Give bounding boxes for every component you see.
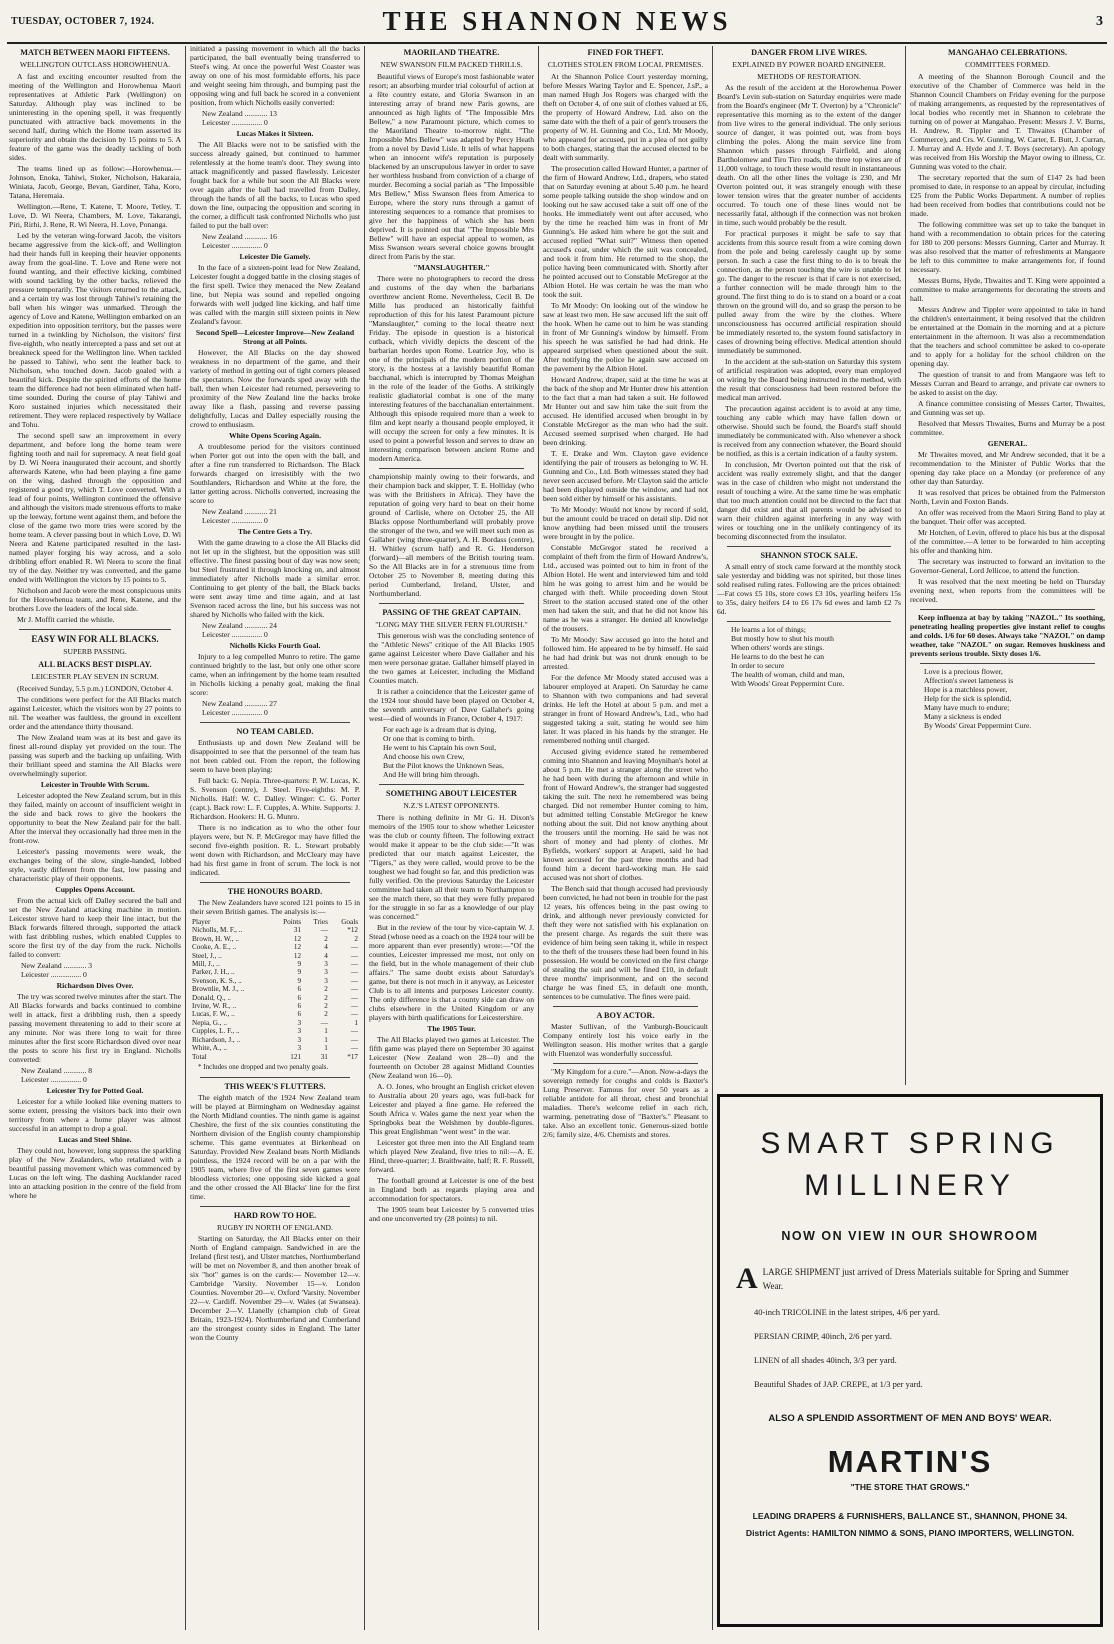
table-cell: Svenson, K. S., .. bbox=[192, 976, 242, 985]
table-cell: *17 bbox=[347, 1052, 358, 1061]
paragraph: A finance committee consisting of Messrs Carter, Thwaites, and Gunning was set up. bbox=[910, 398, 1105, 417]
subhead-swanson-film: NEW SWANSON FILM PACKED THRILLS. bbox=[380, 60, 523, 69]
ad-footer-agents: District Agents: HAMILTON NIMMO & SONS, PIANO IMPORTERS, WELLINGTON. bbox=[745, 1528, 1075, 1538]
table-cell: 6 bbox=[297, 1002, 302, 1011]
table-cell: 12 bbox=[293, 943, 302, 952]
score-line: New Zealand ............ 3 Leicester ................ 0 bbox=[21, 961, 93, 979]
table-row bbox=[190, 1002, 360, 1010]
headline-mangahao: MANGAHAO CELEBRATIONS. bbox=[947, 48, 1068, 57]
subhead-rugby-north: RUGBY IN NORTH OF ENGLAND. bbox=[217, 1222, 333, 1232]
table-cell: 9 bbox=[297, 976, 302, 985]
paragraph: The precaution against accident is to avoid at any time, touching any cable which may have fallen down or otherwise. Should such be found, the Board's staff should immediately be communicated with. Also whenever a shock is received from any connection whatever, the Board should be notified, as this is a certain indication of a faulty system. bbox=[717, 404, 901, 458]
column-rule bbox=[905, 46, 906, 1085]
divider bbox=[727, 546, 891, 547]
table-cell: — bbox=[350, 985, 358, 994]
paragraph: A. O. Jones, who brought an English cricket eleven to Australia about 20 years ago, was full-back for Leicester and played a fine game. He refereed the South Africa v. Wales game the next year when the Springboks beat the Welshmen by double-figures. This great Englishman "went west" in the war. bbox=[369, 1081, 534, 1136]
crosshead: GENERAL. bbox=[987, 438, 1028, 448]
table-cell: — bbox=[350, 1044, 358, 1053]
table-cell: 3 bbox=[324, 968, 328, 977]
headline-great-captain: PASSING OF THE GREAT CAPTAIN. bbox=[382, 607, 521, 617]
paragraph: It was resolved that prices be obtained from the Palmerston North, Levin and Foxton Bands. bbox=[910, 487, 1105, 506]
ad-also: ALSO A SPLENDID ASSORTMENT OF MEN AND BOYS' WEAR. bbox=[768, 1413, 1052, 1424]
table-cell: 4 bbox=[324, 951, 328, 960]
paragraph: Master Sullivan, of the Vanburgh-Boucicault Company entirely lost his voice early in the Wellington season. His mother writes that a gargle with Fluenzol was wonderfully successful. bbox=[543, 1021, 708, 1058]
headline-best-display: ALL BLACKS BEST DISPLAY. bbox=[38, 660, 152, 669]
paragraph: The question of transit to and from Mangaore was left to Messrs Curran and Beard to arrange, and private car owners to be asked to assist on the day. bbox=[910, 369, 1105, 397]
headline-fined-for-theft: FINED FOR THEFT. bbox=[587, 48, 664, 57]
paragraph: Nicholson and Jacob were the most conspicuous units for the Horowhenua team, and Rene, Katene, and the brothers Love the leaders of the local side. bbox=[9, 585, 181, 613]
table-cell: 2 bbox=[324, 1010, 328, 1019]
crosshead: Leicester in Trouble With Scrum. bbox=[40, 780, 150, 789]
table-cell: — bbox=[350, 976, 358, 985]
paragraph: The secretary was instructed to forward an invitation to the Governor-General, Lord Jellicoe, to attend the function. bbox=[910, 556, 1105, 575]
table-cell: 1 bbox=[324, 1035, 328, 1044]
table-body bbox=[190, 926, 360, 1061]
headline-easy-win: EASY WIN FOR ALL BLACKS. bbox=[31, 633, 159, 644]
table-cell: 121 bbox=[290, 1052, 302, 1061]
score-line: New Zealand ............ 27 Leicester ................ 0 bbox=[202, 699, 277, 717]
paragraph: The secretary reported that the sum of £147 2s had been promised to date, in response to an appeal by circular, including £25 from the Public Works Department. A number of replies had been received from bodies that contributions could not be made. bbox=[910, 172, 1105, 218]
crosshead: The 1905 Tour. bbox=[427, 1023, 476, 1033]
paragraph: In the accident at the sub-station on Saturday this system of artificial respiration was adopted, every man employed on wiring by the Board being instructed in the method, with the result that consciousness had been restored before the medical man arrived. bbox=[717, 357, 901, 402]
paragraph: The 1905 team beat Leicester by 5 converted tries and one unconverted try (28 points) to nil. bbox=[369, 1204, 534, 1223]
table-cell: — bbox=[350, 1002, 358, 1011]
column-rule bbox=[185, 46, 186, 1630]
divider bbox=[727, 621, 891, 622]
paragraph: Injury to a leg compelled Munro to retire. The game continued brightly to the last, but only one other score came, when an infringement by the home team resulted in Nicholls kicking a penalty goal, making the final score: bbox=[190, 652, 360, 697]
paragraph: Leicester for a while looked like evening matters to some extent, pressing the visitors back into their own territory from where a home player was almost successful in an attempt to drop a goal. bbox=[9, 1097, 181, 1133]
paragraph: Mr Hotchen, of Levin, offered to place his bus at the disposal of the committee.—A letter to be forwarded to him accepting his offer and thanking him. bbox=[910, 527, 1105, 555]
table-cell: 6 bbox=[297, 993, 302, 1002]
paragraph: The football ground at Leicester is one of the best in England both as regards playing area and accommodation for spectators. bbox=[369, 1175, 534, 1203]
table-cell: 2 bbox=[324, 934, 328, 943]
table-cell: White, A., .. bbox=[192, 1044, 227, 1053]
paragraph: The All Blacks were not to be satisfied with the success already gained, but continued to hammer relentlessly at the home team's door. They swung into attack magnificently and passed flawlessly. Leicester fought back for a while but soon the All Blacks were over again after the ball had travelled from Dalley, through the hands of all the backs, to Lucas who sped down the line, outpacing the opposition and scoring in the corner, a difficult task confronted Nicholls who just failed to put the ball over: bbox=[190, 140, 360, 230]
headline-stock-sale: SHANNON STOCK SALE. bbox=[760, 551, 858, 560]
divider bbox=[379, 603, 524, 604]
paragraph: For the defence Mr Moody stated accused was a labourer employed at Arapeti. On Saturday he came to Shannon with two companions and had several drinks. He left the Hotel at about 5 p.m. and met a stranger in front of Howard Andrew's, Ltd., who had suggested taking a suit, stating he would see him later. It was placed in his hands by the stranger. He remembered nothing until charged. bbox=[543, 672, 708, 745]
headline-maoriland-theatre: MAORILAND THEATRE. bbox=[403, 48, 500, 57]
table-cell: — bbox=[350, 960, 358, 969]
verse: For each age is a dream that is dying, Or one that is coming to birth. He went to his Captain his own Soul, And choose his own Crew, But the Pilot knows the Unknown Seas, And He will bring him through. bbox=[383, 725, 504, 779]
table-cell: 31 bbox=[320, 1052, 328, 1061]
paragraph: The Bench said that though accused had previously been convicted, he had not been in trouble for the past 12 years, his offences being in the past owing to drink, and although never previously convicted for theft they were not satisfied with his explanation on the present charge. As regards the suit there was evidence of him being seen taking it, while in respect to the theft of the trousers these had been found in his possession. He would be convicted on the first charge of stealing the suit and will be fined £10, in default three months' imprisonment, and on the second charge he was fined £5, in default one month, sentences to be cumulative. The fines were paid. bbox=[543, 883, 708, 1001]
score-line: New Zealand ............ 8 Leicester ................ 0 bbox=[21, 1066, 93, 1084]
ad-intro bbox=[736, 1262, 1084, 1295]
table-header-cell: Tries bbox=[313, 918, 328, 926]
subhead-wellington: WELLINGTON OUTCLASS HOROWHENUA. bbox=[19, 60, 171, 69]
table-header-cell: Player bbox=[192, 918, 211, 926]
table-row bbox=[190, 1027, 360, 1035]
paragraph: There were no photographers to record the dress and customs of the day when the barbarians overthrew ancient Rome. Nevertheless, Cecil B. De Mille has produced an historically faithful reproduction of this for his latest Paramount picture "Manslaughter," coming to the local theatre next Friday. The episode in question is a historical cutback, which vividly depicts the descent of the barbarian hordes upon Rome. Leatrice Joy, who is one of the principals of the modern portion of the story, is the hostess at a lavishly beautiful Roman bacchanal, which is interrupted by Thomas Meighan in the role of the leader of the Goths. A strikingly realistic gladiatorial combat is one of the many interesting features of the bacchanalian entertainment. Although this episode required more than a week to film and kept nearly a thousand people employed, it will occupy the screen for only a few minutes. It is used to point a powerful lesson and serves to draw an interesting comparison between ancient Rome and modern America. bbox=[369, 273, 534, 463]
table-cell: 9 bbox=[297, 968, 302, 977]
verse: He learns a lot of things; But mostly how to shut his mouth When others' words are stings. He learns to do the best he can In order to secure The health of woman, child and man, With Woods' Great Peppermint Cure. bbox=[731, 625, 845, 688]
paragraph: There is nothing definite in Mr G. H. Dixon's memoirs of the 1905 tour to show whether Leicester was the club or county fifteen. The following extract would make it appear to be the club side:—"It was predicted that our match against Leicester, the "Tigers," as they were called, would prove to be the toughest we had fought so far, and this prediction was fully verified. On the previous Saturday the Leicester committee had taken all their team to Northampton to see the match there, so that they were fully prepared for the struggle in so far as a knowledge of our play was concerned." bbox=[369, 812, 534, 921]
crosshead: Lucas and Steel Shine. bbox=[58, 1135, 132, 1144]
paragraph: The try was scored twelve minutes after the start. The All Blacks forwards and backs continued to combine well in attack, first a dribbling rush, then a speedy passing movement threatening to add to their score at any minute. Nor was there long to wait for three minutes after the first score Richardson dived over near the posts to score his first try in England. Nicholls converted: bbox=[9, 992, 181, 1064]
table-header-cell: Points bbox=[283, 918, 302, 926]
table-cell: *12 bbox=[347, 926, 358, 935]
paragraph: This generous wish was the concluding sentence of the "Athletic News" critique of the All Blacks 1905 game against Leicester where Dave Gallaher and his men were personae gratae. Gallaher himself played in the two games at Leicester, including the Midland Counties match. bbox=[369, 631, 534, 685]
table-row bbox=[190, 977, 360, 985]
paragraph: Starting on Saturday, the All Blacks enter on their North of England campaign. Sandwiched in are the Ireland (first test), and Ulster matches, Northumberland will be met on November 8, and then another break of six "hot" games is on the cards:— November 12—v. Cambridge 'Varsity. November 15—v. London Counties. November 20—v. Oxford 'Varsity. November 22—v. Cardiff. November 29—v. Wales (at Swansea). December 2—V. Llanelly (champion club of Great Britain, 1923-1924). Northumberland and Cumberland are the strongest county sides in England. The latter won the County bbox=[190, 1234, 360, 1343]
column-rule bbox=[538, 46, 539, 1630]
column-rule bbox=[364, 46, 365, 1630]
paragraph: Leicester got three men into the All England team which played New Zealand, five tries to nil:—A. E. Hind, three-quarter; J. Braithwaite, half; R. F. Russell, forward. bbox=[369, 1137, 534, 1174]
subhead-restoration: METHODS OF RESTORATION. bbox=[757, 71, 861, 81]
paragraph: Resolved that Messrs Thwaites, Burns and Murray be a post committee. bbox=[910, 418, 1105, 437]
table-cell: 3 bbox=[297, 1035, 302, 1044]
crosshead: White Opens Scoring Again. bbox=[229, 431, 321, 440]
ad-showroom: NOW ON VIEW IN OUR SHOWROOM bbox=[781, 1229, 1039, 1243]
table-cell: Steel, J., .. bbox=[192, 951, 222, 960]
paragraph: The prosecution called Howard Hunter, a partner of the firm of Howard Andrew, Ltd., drapers, who stated that on Saturday evening at about 5.40 p.m. he heard some people talking outside the shop window and on looking out he saw accused take a suit off one of the hooks. He immediately went out after accused, who by the time he reached him was in front of Mr Gunning's. He asked him where he got the suit and accused replied "What suit?" Witness then opened accused's coat, under which the suit was concealed, and took it from him. He returned to the shop, the police having been communicated with. Shortly after he pointed accused out to Constable McGregor at the Albion Hotel. He was certain he was the man who took the suit. bbox=[543, 163, 708, 299]
table-cell: 6 bbox=[297, 1010, 302, 1019]
table-cell: — bbox=[350, 993, 358, 1002]
ad-item: 40-inch TRICOLINE in the latest stripes, 4/6 per yard. bbox=[754, 1307, 940, 1317]
table-cell: 9 bbox=[297, 960, 302, 969]
table-cell: Parker, J. H., .. bbox=[192, 968, 235, 977]
crosshead: "MANSLAUGHTER." bbox=[413, 262, 490, 272]
crosshead: Richardson Dives Over. bbox=[56, 981, 134, 990]
advert-paragraph: Keep influenza at bay by taking "NAZOL." Its soothing, penetrating healing properties give instant relief to coughs and colds. 1/6 for 60 doses. Always take "NAZOL" on damp weather, take "NAZOL" on sugar. Removes huskiness and prevents serious trouble. Sixty doses 1/6. bbox=[910, 612, 1105, 658]
paragraph: The eighth match of the 1924 New Zealand team will be played at Birmingham on Wednesday against the North Midland counties. The ninth game is against Cheshire, the first of the six counties constituting the Northern division of the English county championship scheme. This game eventuates at Birkenhead on Saturday. Provided New Zealand beats North Midlands pointless, the 1924 record will be on a par with the 1905 team, where five of the first seven games were bloodless victories; one opposing side kicked a goal and the other crossed the All Blacks' line for the first time. bbox=[190, 1092, 360, 1201]
paragraph: The New Zealand team was at its best and gave its finest all-round display yet provided on the tour. The passing was superb and the backing up unfailing. With their brilliant speed and stamina the All Blacks were overwhelmingly superior. bbox=[9, 733, 181, 778]
table-cell: Nicholls, M. F., .. bbox=[192, 926, 243, 935]
column-3 bbox=[369, 44, 534, 1630]
table-row bbox=[190, 1053, 360, 1061]
table-row bbox=[190, 1010, 360, 1018]
subhead-clothes-stolen: CLOTHES STOLEN FROM LOCAL PREMISES. bbox=[547, 60, 704, 69]
divider bbox=[19, 629, 171, 630]
table-row bbox=[190, 935, 360, 943]
paragraph: The All Blacks played two games at Leicester. The fifth game was played there on September 30 against Leicester (New Zealand won 28—0) and the fourteenth on October 28 against Midland Counties (New Zealand won 16—0). bbox=[369, 1034, 534, 1080]
table-cell: 6 bbox=[297, 985, 302, 994]
ad-item: LINEN of all shades 40inch, 3/3 per yard. bbox=[754, 1355, 897, 1365]
table-cell: — bbox=[350, 1010, 358, 1019]
ad-title-millinery: MILLINERY bbox=[804, 1169, 1016, 1202]
table-row bbox=[190, 943, 360, 951]
table-row bbox=[190, 1036, 360, 1044]
crosshead: Leicester Try for Potted Goal. bbox=[46, 1086, 144, 1095]
headline-boy-actor: A BOY ACTOR. bbox=[596, 1010, 655, 1020]
paragraph: Howard Andrew, draper, said at the time he was at the back of the shop and Mr Hunter drew his attention to the fact that a man had taken a suit. He followed Mr Hunter out and saw him take the suit from the accused. He identified accused when brought in by Constable McGregor as the man who had the suit. Accused seemed surprised when charged. He had been drinking. bbox=[543, 374, 708, 447]
table-cell: 3 bbox=[297, 1027, 302, 1036]
paragraph: As the result of the accident at the Horowhenua Power Board's Levin sub-station on Saturday enquiries were made from the Board's engineer (Mr T. Overton) by a "Chronicle" representative this morning as to the extent of the danger from live wires to the general individual. The only serious source of danger, it was pointed out, was from boys climbing the poles. Along the main service line from Shannon which passes through Fairfield, and along Bartholomew and Tiro Tiro roads, the three top wires are of 11,000 voltage, to touch these would result in instantaneous death. On all the other lines the voltage is 230, and Mr Overton pointed out, it was strangely enough with these lower tension wires that the greater number of accidents occurred. To touch one of these lines would not be necessarily fatal, although if the connection was not broken in time, such would probably be the result. bbox=[717, 83, 901, 227]
table-cell: Cooke, A. E., .. bbox=[192, 943, 237, 952]
newspaper-page bbox=[7, 6, 1107, 1632]
paragraph: But in the review of the tour by vice-captain W. J. Stead (whose need as a coach on the 1924 tour will be more apparent than ever presently) wrote:—"Of the counties, Leicester impressed me most, not only on the field, but in the whole management of their club affairs." The same doubt exists about Saturday's game, but there is not much in it anyway, as Leicester Club is to all intents and purposes Leicester county. The only difference is that a county side can draw on clubs elsewhere in the United Kingdom or any players with birth qualifications for Leicestershire. bbox=[369, 922, 534, 1022]
paragraph: Messrs Andrew and Tippler were appointed to take in hand the children's entertainment, it being resolved that the children be entertained at the Domain in the morning and at a picture entertainment in the afternoon. It was also a recommendation that the teachers and school committee be asked to co-operate and to apply for a holiday for the school children on the opening day. bbox=[910, 304, 1105, 368]
table-cell: 2 bbox=[324, 1002, 328, 1011]
paragraph: The second spell saw an improvement in every department, and before long the home team were fighting tooth and nail for supremacy. A neat field goal by D. Wi Neera inaugurated their account, and shortly afterwards Katene, who had been playing a fine game on the wing, dashed through the opposition and registered a good try, which T. Love converted. With a lead of four points, Wellington continued the offensive and although the visitors made strenuous efforts to make up the leeway, fortune went against them, and before the close of the game two more tries were scored by the home team. A clever passing bout in which Love, D. Wi Neera and Katene participated resulted in the last-named player forging his way across, and a solo dribbling effort enabled R. Wi Neera to score the final try of the day. Neither try was converted, and the game ended with Wellington the victors by 15 points to 5. bbox=[9, 430, 181, 584]
table-row bbox=[190, 952, 360, 960]
table-cell: 2 bbox=[324, 993, 328, 1002]
table-cell: 1 bbox=[354, 1018, 358, 1027]
table-cell: 2 bbox=[354, 934, 358, 943]
table-cell: Total bbox=[192, 1052, 207, 1061]
paragraph: To Mr Moody: On looking out of the window he saw at least two men. He saw accused lift the suit off the hook. When he came out to him he was standing in front of Mr Gunning's window by himself. From his speech he was satisfied he had had drink. He appeared surprised when questioned about the suit. After notifying the police he again saw accused on the pavement by the Albion Hotel. bbox=[543, 300, 708, 373]
ad-item: Beautiful Shades of JAP. CREPE, at 1/3 per yard. bbox=[754, 1379, 923, 1389]
headline-about-leicester: SOMETHING ABOUT LEICESTER bbox=[386, 789, 517, 798]
column-2 bbox=[190, 44, 360, 1630]
headline-honours-board: THE HONOURS BOARD. bbox=[227, 887, 323, 896]
paragraph: A small entry of stock came forward at the monthly stock sale yesterday and bidding was not spirited, but those lines sold realised ruling rates. Following are the prices obtained:—Fat cows £5 10s, store cows £3 10s, yearling heifers 15s to 35s, dairy heifers £4 to £6 17s 6d ewes and lamb £2 7s 6d. bbox=[717, 562, 901, 616]
score-line: New Zealand ............ 13 Leicester ................ 0 bbox=[202, 109, 277, 127]
masthead bbox=[7, 6, 1107, 44]
crosshead: Nicholls Kicks Fourth Goal. bbox=[229, 641, 321, 650]
paragraph: In the face of a sixteen-point lead for New Zealand, Leicester fought a dogged battle in the closing stages of the first spell. Twice they menaced the New Zealand line, but Nepia was sound and repelled ongoing forwards with well judged line kicking, and half time was called with the margin still sixteen points in New Zealand's favour. bbox=[190, 263, 360, 326]
crosshead: Cupples Opens Account. bbox=[55, 885, 135, 894]
score-line: New Zealand ............ 24 Leicester ................ 0 bbox=[202, 621, 277, 639]
table-cell: — bbox=[350, 968, 358, 977]
headline-weeks-flutters: THIS WEEK'S FLUTTERS. bbox=[224, 1081, 326, 1091]
divider bbox=[379, 784, 524, 785]
subhead-leicester-scrum: LEICESTER PLAY SEVEN IN SCRUM. bbox=[31, 672, 159, 681]
paragraph: Leicester adopted the New Zealand scrum, but in this they failed, mainly on account of insufficient weight in the side and back rows to give the hookers the opportunity to beat the New Zealand pair for the ball. After the interval they occasionally had three men in the front-row. bbox=[9, 791, 181, 845]
paragraph: To Mr Moody: Would not know by record if sold, but the amount could be traced on detail slip. Did not know anything had been missed until the trousers were brought in by the police. bbox=[543, 504, 708, 541]
table-cell: 1 bbox=[324, 1027, 328, 1036]
paragraph: In conclusion, Mr Overton pointed out that the risk of accident was really extremely slight, and that the danger was in the case of children who might not understand the result of touching a wire. At the same time he was emphatic that too much attention could not be directed to the fact that danger did exist and that all parents would be advised to warn their children against interfering in any way with wires or touching one in the unlikely contingency of its becoming disconnected from the insulator. bbox=[717, 460, 901, 541]
subhead-superb-passing: SUPERB PASSING. bbox=[63, 646, 127, 656]
headline-maori-match: MATCH BETWEEN MAORI FIFTEENS. bbox=[20, 48, 170, 57]
table-cell: — bbox=[350, 943, 358, 952]
ad-intro-text: LARGE SHIPMENT just arrived of Dress Materials suitable for Spring and Summer Wear. bbox=[762, 1267, 1069, 1291]
paragraph: The conditions were perfect for the All Blacks match against Leicester, which the visitors won by 27 points to nil. The weather was faultless, the ground in excellent order and the attendance thirty thousand. bbox=[9, 695, 181, 731]
paragraph: The teams lined up as follow:—Horowhenua.—Johnson, Enoka, Tahiwi, Stoker, Nicholson, Hakaraia, Winiata, Jacob, George, Bevan, Gardiner, Taha, Koro, Tatana, Heremaia. bbox=[9, 163, 181, 200]
columns bbox=[7, 44, 1107, 1630]
paragraph: A meeting of the Shannon Borough Council and the executive of the Chamber of Commerce was held in the Shannon Council Chambers on Friday evening for the purpose of making arrangements, as requested by the representatives of local bodies who recently met in Shannon to celebrate the turning on of power at Mangahao. Present: Messrs J. V. Burns, H. Andrew, R. Tippler and T. Thwaites (Chamber of Commerce), and Crs. W. Gunning, W. Carter, E. Butt, J. Curran, J. Murray and A. Hyde and J. T. Boys (secretary). An apology was received from His Worship the Mayor owing to illness, Cr. Gunning was voted to the chair. bbox=[910, 71, 1105, 171]
headline-live-wires: DANGER FROM LIVE WIRES. bbox=[751, 48, 867, 57]
paragraph: Mr Thwaites moved, and Mr Andrew seconded, that it be a recommendation to the Minister of Public Works that the opening day take place on a Monday (or preference of any other day than Saturday. bbox=[910, 449, 1105, 486]
divider bbox=[200, 1077, 350, 1078]
divider bbox=[920, 663, 1095, 664]
divider bbox=[200, 1206, 350, 1207]
table-cell: Irvine, W. R., .. bbox=[192, 1002, 237, 1011]
table-cell: 2 bbox=[324, 985, 328, 994]
paragraph: Messrs Burns, Hyde, Thwaites and T. King were appointed a committee to make arrangements for decorating the streets and hall. bbox=[910, 275, 1105, 303]
crosshead: Lucas Makes it Sixteen. bbox=[236, 129, 314, 138]
paragraph: The following committee was set up to take the banquet in hand with a recommendation to obtain prices for the catering for 180 to 200 persons: Messrs Gunning, Carter and Murray. It was also resolved that the matter of refreshments at Mangaore be left to this committee to make arrangements for, if found necessary. bbox=[910, 219, 1105, 274]
paragraph: A troublesome period for the visitors continued when Porter got out into the open with the ball, and after a fine run transferred to Richardson. The Black forwards charged on irresistibly with the two Southlanders, Richardson and White at the fore, the latter getting across. Nicholls converted, increasing the score to bbox=[190, 442, 360, 505]
table-cell: 1 bbox=[324, 1044, 328, 1053]
divider bbox=[379, 468, 524, 469]
table-header-row bbox=[190, 918, 360, 926]
ad-footer-address: LEADING DRAPERS & FURNISHERS, BALLANCE ST., SHANNON, PHONE 34. bbox=[752, 1511, 1068, 1521]
table-cell: Nepia, G., .. bbox=[192, 1018, 227, 1027]
table-cell: — bbox=[320, 1018, 328, 1027]
paragraph: They could not, however, long suppress the sparkling play of the New Zealanders, who retaliated with a beautiful passing movement which was commenced by Lucas on the left wing. The dashing Aucklander raced into an attacking position in the centre of the field from where he bbox=[9, 1146, 181, 1200]
paragraph: There is no indication as to who the other four players were, but N. P. McGregor may have filled the second five-eighth position. R. L. Stewart probably went down with Richardson, and McCleary may have had his first game in front of scrum. The lock is not indicated. bbox=[190, 823, 360, 877]
table-row bbox=[190, 1019, 360, 1027]
paragraph: To Mr Moody: Saw accused go into the hotel and followed him. He appeared to be by himself. He said he had had drink but was not drunk enough to be arrested. bbox=[543, 634, 708, 671]
subhead-power-board: EXPLAINED BY POWER BOARD ENGINEER. bbox=[732, 60, 886, 69]
paragraph: Wellington.—Rene, T. Katene, T. Moore, Tetley, T. Love, D. Wi Neera, Chambers, M. Love, Takarangi, Piri, Rirhi, J. Rene, R. Wi Neera, H. Love, Ponanga. bbox=[9, 201, 181, 229]
column-5 bbox=[717, 44, 901, 1084]
paragraph: It is rather a coincidence that the Leicester game of the 1924 tour should have been played on October 4, the seventh anniversary of Dave Gallaher's going west—died of wounds in France, October 4, 1917: bbox=[369, 687, 534, 723]
crosshead: Leicester Die Gamely. bbox=[239, 252, 311, 261]
table-cell: 12 bbox=[293, 934, 302, 943]
table-cell: — bbox=[350, 1035, 358, 1044]
paragraph: Full back: G. Nepia. Three-quarters: P. W. Lucas, K. S. Svenson (centre), J. Steel. Five-eighths: M. P. Nicholls. Half: W. C. Dalley. Winger: C. G. Porter (capt.). Back row: L. F. Cupples, A. White. Supports: J. Richardson. Hookers: H. G. Munro. bbox=[190, 776, 360, 821]
table-cell: — bbox=[350, 951, 358, 960]
advert-paragraph: "My Kingdom for a cure."—Anon. Now-a-days the sovereign remedy for coughs and colds is Baxter's Lung Preserver. Famous for over 50 years as a reliable antidote for all throat, chest and bronchial maladies. There's welcome relief in each rich, warming, penetrating dose of "Baxter's." Pleasant to take. Also an excellent tonic. Generous-sized bottle 2/6; family size, 4/6. Chemists and stores. bbox=[543, 1066, 708, 1139]
table-cell: 3 bbox=[297, 1018, 302, 1027]
table-cell: Donald, Q., .. bbox=[192, 993, 231, 1002]
paragraph: Beautiful views of Europe's most fashionable water resort; an absorbing murder trial colourful of action at a fête country estate, and Gloria Swanson in an interesting array of brand new Paris gowns, are announced as high lights of "The Impossible Mrs Bellew," a new Paramount picture, which comes to the Maoriland Theatre to-morrow night. "The Impossible Mrs Bellew" was adapted by Percy Heath from a novel by David Lisle. It tells of what happens when an innocent wife's reputation is purposely blackened by an unscrupulous lawyer in order to save her worthless husband from conviction of a charge of murder. Becoming a social pariah as "The Impossible Mrs Bellew," Miss Swanson flees from America to Europe, where the story runs through a gamut of interesting sequences to a romance that promises to give her the happiness of which she has been deprived. It is pointed out that "The Impossible Mrs Bellew" will have an especial appeal to women, as Miss Swanson wears several choice gowns brought direct from Paris by the star. bbox=[369, 71, 534, 261]
paragraph: Enthusiasts up and down New Zealand will be disappointed to see that the personnel of the team has not been cabled out. From the report, the following seem to have been playing: bbox=[190, 738, 360, 774]
ad-tagline: "THE STORE THAT GROWS." bbox=[850, 1482, 970, 1492]
column-1 bbox=[9, 44, 181, 1630]
ad-brand-martins: MARTIN'S bbox=[827, 1444, 993, 1479]
column-4 bbox=[543, 44, 708, 1630]
table-row bbox=[190, 960, 360, 968]
paragraph: initiated a passing movement in which all the backs participated, the ball eventually being transferred to Steel's wing. At once the powerful West Coaster was away on one of his most formidable efforts, his pace and weight seeing him through, and bumping past the opposing wing and full back he scored in a convenient position, from which Nicholls easily converted: bbox=[190, 44, 360, 107]
paragraph: For practical purposes it might be safe to say that accidents from this source result from a wire coming down from the pole and being carelessly caught up by some person. In such a case the first thing to do is to break the connection, as the person touching the wire is unable to let go. The danger to the rescuer is that if care is not exercised, a further connection will be made through him to the ground. The first thing to do is to stand on a board or a coat thrown on the ground will do, and so grasp the person to be pulled away from the wire by the clothes. Where unconsciousness has occurred artificial respiration should be immediately resorted to, the system found satisfactory in cases of drowning being effective. Medical attention should immediately be summoned. bbox=[717, 229, 901, 355]
verse: Love is a precious flower, Affection's sweet lameness is Hope is a matchless power, Help for the sick is splendid, Many have much to endure; Many a sickness is ended By Woods' Great Peppermint Cure. bbox=[924, 666, 1032, 730]
headline-no-team-cabled: NO TEAM CABLED. bbox=[236, 727, 314, 736]
paragraph: Constable McGregor stated he received a complaint of theft from the firm of Howard Andrew's, Ltd., accused was pointed out to him in front of the Albion Hotel. He went and interviewed him and told him he was going to arrest him and he would be charged with theft. While proceeding down Stout Street to the station accused stated one of the other men had taken the suit, and that he did not know his name as he was a stranger. He denied all knowledge of the trousers. bbox=[543, 542, 708, 633]
crosshead: Second Spell—Leicester Improve—New Zealand Strong at all Points. bbox=[195, 328, 355, 346]
crosshead: The Centre Gets a Try. bbox=[237, 527, 313, 536]
table-row bbox=[190, 926, 360, 934]
newspaper-title: THE SHANNON NEWS bbox=[382, 6, 732, 36]
paragraph: championship mainly owing to their forwards, and their champion back and skipper, T. E. Holliday (who was with the Britishers in Africa). They have the reputation of going very hard to beat on their home ground of Carlisle, where on October 25, the All Blacks oppose Northumberland will probably prove the stronger of the two, and we will meet such men as Gallaher (wing three-quarter), A. H. Bordass (centre), H. Whitley (scrum half) and R. G. Henderson (forward)—all members of the British touring team. So the All Blacks are in for a strenuous time from October 25 to November 8, meeting during this period Cumberland, Ireland, Ulster, and Northumberland. bbox=[369, 471, 534, 598]
table-row bbox=[190, 1044, 360, 1052]
table-cell: 4 bbox=[324, 943, 328, 952]
paragraph: A fast and exciting encounter resulted from the meeting of the Wellington and Horowhenua Maori representatives at Athletic Park (Wellington) on Saturday. Although play was inclined to be uninteresting in the opening spell, it was frequently punctuated with attractive back movements in the second half, during which the Home team asserted its superiority and obtain the decision by 15 points to 5. A feature of the game was the deadly tackling of both sides. bbox=[9, 71, 181, 162]
table-cell: — bbox=[320, 926, 328, 935]
table-footnote: * Includes one dropped and two penalty goals. bbox=[198, 1062, 329, 1071]
column-rule bbox=[712, 46, 713, 1630]
paragraph: With the game drawing to a close the All Blacks did not let up in the slightest, but the opposition was still effective. The finest passing bout of day was now seen; but Steel frustrated it through knocking on, and almost immediately after Nicholls made a similar error. Continuing to get plenty of the ball, the Black backs were sent away time and time again, and at last Svenson raced across the line, but his success was not shared by Nicholls who failed with the kick. bbox=[190, 538, 360, 619]
table-row bbox=[190, 968, 360, 976]
paragraph: An offer was received from the Maori String Band to play at the banquet. Their offer was accepted. bbox=[910, 507, 1105, 526]
table-cell: Mill, J., .. bbox=[192, 960, 220, 969]
table-cell: 3 bbox=[324, 960, 328, 969]
paragraph: Leicester's passing movements were weak, the exchanges being of the slow, single-handed, lobbed style, vastly different from the fast, low passing and characteristic play of their opponents. bbox=[9, 847, 181, 883]
subhead-silver-fern: "LONG MAY THE SILVER FERN FLOURISH." bbox=[375, 619, 528, 629]
paragraph: T. E. Drake and Wm. Clayton gave evidence identifying the pair of trousers as belonging to W. H. Gunning and Co., Ltd. Both witnesses stated they had never seen accused before. Mr Clayton said the article had been displayed outside the window, and had not been sold either by himself or his assistants. bbox=[543, 448, 708, 503]
table-cell: Cupples, L. F., .. bbox=[192, 1027, 240, 1036]
headline-hard-row: HARD ROW TO HOE. bbox=[233, 1210, 317, 1220]
ad-item: PERSIAN CRIMP, 40inch, 2/6 per yard. bbox=[754, 1331, 892, 1341]
table-cell: — bbox=[350, 1027, 358, 1036]
paragraph: From the actual kick off Dalley secured the ball and set the New Zealand attacking machine in motion. Leicester strove hard to keep their line intact, but the Black forwards filtered through, supported the attack with fast dribbling rushes, which enabled Cupples to score the first try of the day from the ruck. Nicholls failed to convert: bbox=[9, 896, 181, 959]
divider bbox=[200, 722, 350, 723]
paragraph: Led by the veteran wing-forward Jacob, the visitors became aggressive from the kick-off, and Wellington had their hands full in keeping their heavier opponents away from the goal-line. T. Love and Rene were not found wanting, and their effective kicking, combined with sound tackling by the other backs, relieved the pressure temporarily. The visitors returned to the attack, and a certain try was lost through Tahiwi's retaining the ball when his winger was unmarked. Through the agency of Love and Katene, Wellington embarked on an expedition into opposition territory, but the passes were turned in a twinkling by Nicholson, the visitors' first five-eighth, who neatly intercepted a pass and set out at breakneck speed for the Wellington line. When tackled he passed to Tahiwi, who sent the leather back to Nicholson, who touched down. Jacob goaled with a beautiful kick. Despite the spirited efforts of the home team the difference had not been eliminated when half-time sounded. During the course of play Tahiwi and Koro sustained injuries which necessitated their retirement. They were replaced respectively by Wallace and Tohu. bbox=[9, 230, 181, 429]
millinery-advertisement bbox=[717, 1094, 1103, 1627]
table-cell: Brownlie, M. J., .. bbox=[192, 985, 245, 994]
paragraph: At the Shannon Police Court yesterday morning, before Messrs Waring Taylor and E. Spencer, J.sP., a man named Hugh Jos Rogers was charged with the theft on October 4, of one suit of clothes valued at £6, the property of Howard Andrew, Ltd. also on the same date with the theft of a pair of gent's trousers the property of W. H. Gunning and Co., Ltd. Mr Moody, who appeared for accused, put in a plea of not guilty to both charges, stating that the accused elected to be dealt with summarily. bbox=[543, 71, 708, 162]
paragraph: The New Zealanders have scored 121 points to 15 in their seven British games. The analysis is:— bbox=[190, 898, 360, 916]
dateline: (Received Sunday, 5.5 p.m.) LONDON, October 4. bbox=[17, 683, 173, 693]
score-line: New Zealand ............ 16 Leicester ................ 0 bbox=[202, 232, 277, 250]
ad-title-smart-spring: SMART SPRING bbox=[760, 1127, 1060, 1160]
page-number: 3 bbox=[1096, 14, 1103, 29]
score-line: New Zealand ............ 21 Leicester ................ 0 bbox=[202, 507, 277, 525]
table-cell: 3 bbox=[297, 1044, 302, 1053]
divider bbox=[920, 609, 1095, 610]
divider bbox=[553, 1006, 698, 1007]
issue-date: TUESDAY, OCTOBER 7, 1924. bbox=[11, 16, 155, 27]
table-row bbox=[190, 985, 360, 993]
table-cell: Brown, H. W., .. bbox=[192, 934, 239, 943]
paragraph: Mr J. Moffit carried the whistle. bbox=[17, 614, 115, 624]
divider bbox=[200, 882, 350, 883]
table-row bbox=[190, 994, 360, 1002]
table-cell: 12 bbox=[293, 951, 302, 960]
table-cell: Richardson, J., .. bbox=[192, 1035, 241, 1044]
divider bbox=[553, 1063, 698, 1064]
column-6 bbox=[910, 44, 1105, 1084]
ad-dropcap: A bbox=[736, 1262, 758, 1295]
subhead-latest-opponents: N.Z.'S LATEST OPPONENTS. bbox=[403, 801, 500, 810]
table-cell: 3 bbox=[324, 976, 328, 985]
table-cell: 31 bbox=[293, 926, 302, 935]
table-cell: Lucas, F. W., .. bbox=[192, 1010, 235, 1019]
paragraph: Accused giving evidence stated he remembered coming into Shannon and leaving Moynihan's hotel at about 5 p.m. He met a stranger along the street who he had been with during the afternoon and while in front of Howard Andrew's, the stranger had suggested taking the suit. The next he remembered was being charged. Did not remember Hunter coming to him, but admitted telling Constable McGregor he knew nothing about the suit. Did not know anything about the trousers until the morning. He said he was not short of money and had plenty of clothes. Mr Byfields, workers' support at Arapeti, said he had known accused for the past three months and had found him a decent hard-working man. He said accused was not short of clothes. bbox=[543, 746, 708, 882]
paragraph: It was resolved that the next meeting be held on Thursday evening next, when reports from the committees will be received. bbox=[910, 576, 1105, 604]
subhead-committees: COMMITTEES FORMED. bbox=[965, 60, 1050, 69]
honours-table bbox=[190, 918, 360, 1061]
paragraph: However, the All Blacks on the day showed weakness in no department of the game, and their variety of method in getting out of tight corners pleased the spectators. Now the forwards sped away with the ball, then when Leicester had returned, persevering to proximity of the New Zealand line the backs broke away like a flash, passing and reverse passing delightfully, Lucas and Dalley especially rousing the crowd to enthusiasm. bbox=[190, 348, 360, 429]
table-header-cell: Goals bbox=[341, 918, 358, 926]
